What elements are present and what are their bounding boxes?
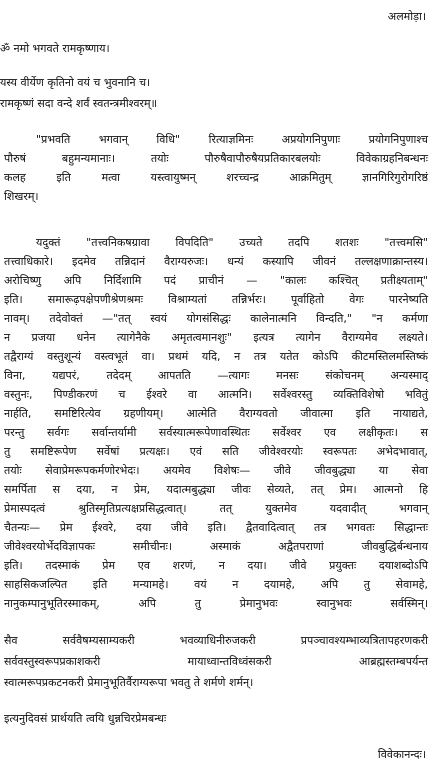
para1-line: कलह इति मत्वा यस्त्वायुष्मन् शरच्चन्द्र आक्रमितुम् ज्ञानगिरिगुरोगरिष्ठं: [4, 171, 428, 184]
para2-line: अरोचिष्णु अपि निर्दिशामि पदं प्राचीनं — "कालः कश्चित् प्रतीक्ष्यताम्": [4, 274, 428, 287]
para2-line: न प्रजया धनेन त्यागेनैके अमृतत्वमानशुः" इत्यत्र त्यागेन वैराग्यमेव लक्ष्यते।: [4, 331, 428, 344]
para2-line: प्रेमास्पदत्वं श्रुतिस्मृतिप्रत्यक्षप्रसिद्धत्वात्। तत् युक्तमेव यदवादीत् भगवान्: [4, 502, 428, 515]
para2-line: चैतन्यः— प्रेम ईश्वरे, दया जीवे इति। द्वैतवादित्वात् तत्र भगवतः सिद्धान्तः: [4, 521, 428, 534]
verse-line-1: यस्य वीर्येण कृतिनो वयं च भुवनानि च।: [0, 76, 151, 89]
para2-line: तत्त्वाधिकारे। इदमेव तन्निदानं वैराग्यरुजः। धन्यं कस्यापि जीवनं तल्लक्षणाक्रान्तस्य।: [4, 255, 428, 268]
para2-line: जीवेश्वरयोर्भेदविज्ञापकः समीचीनः। अस्माकं अद्वैतपराणां जीवबुद्धिर्बन्धनाय: [4, 540, 428, 553]
invocation: ॐ नमो भगवते रामकृष्णाय।: [0, 42, 110, 55]
para2-line: वस्तुनः, पिण्डीकरणं च ईश्वरे वा आत्मनि। सर्वेश्वरस्तु व्यक्तिविशेषो भवितुं: [4, 388, 428, 401]
para2-line: तयोः सेवाप्रेमरूपकर्मणोरभेदः। अयमेव विशेषः— जीवे जीवबुद्ध्या या सेवा: [4, 464, 428, 477]
para2-line: तु समष्टिरूपेण सर्वेषां प्रत्यक्षः। एवं सति जीवेश्वरयोः स्वरूपतः अभेदभावात्,: [4, 445, 428, 458]
para2-line: विना, यद्यपरं, तदेदम् आपतति —त्यागः मनसः संकोचनम् अन्यस्माद्: [4, 369, 428, 382]
para2-line: परन्तु सर्वगः सर्वान्तर्यामी सर्वस्यात्मरूपेणावस्थितः सर्वेश्वर एव लक्षीकृतः। स: [4, 426, 428, 439]
closing-line: इत्यनुदिवसं प्रार्थयति त्वयि धुन्नचिरप्रेमबन्धः: [4, 712, 167, 725]
para2-line: इति। समारूढ़पक्षेपणीश्रेणश्रमः विश्राम्यतां तन्निर्भरः। पूर्वाहितो वेगः पारनेष्यति: [4, 293, 428, 306]
para2-line: नावम्। तदेवोक्तं —"तत् स्वयं योगसंसिद्धः कालेनात्मनि विन्दति," "न कर्मणा: [4, 312, 428, 325]
para2-line: नार्हति, समष्टिरित्येव ग्रहणीयम्। आत्मेति वैराग्यवतो जीवात्मा इति नायाद्यते,: [4, 407, 428, 420]
para1-line: "प्रभवति भगवान् विधि" रित्याज्ञमिनः अप्रयोगनिपुणाः प्रयोगनिपुणाश्च: [36, 133, 428, 146]
para2-line: यदुक्तं "तत्त्वनिकषग्रावा विपदिति" उच्यते तदपि शतशः "तत्त्वमसि": [36, 236, 428, 249]
header-place: अलमोड़ा।: [387, 10, 426, 23]
para3-line: सैव सर्ववैषम्यसाम्यकरी भवव्याधिनीरुजकरी प्रपञ्चावश्यम्भाव्यत्रितापहरणकरी: [4, 634, 428, 647]
signature: विवेकानन्दः।: [377, 748, 426, 761]
verse-line-2: रामकृष्णं सदा वन्दे शर्वं स्वतन्त्रमीश्वरम्॥: [0, 97, 158, 110]
para1-line: पौरुषं बहुमन्यमानाः। तयोः पौरुषैवापौरुषैयप्रतिकारबलयोः विवेकाग्रहनिबन्धनः: [4, 152, 428, 165]
para2-line: नानुकम्पानुभूतिरस्माकम्, अपि तु प्रेमानुभवः स्वानुभवः सर्वस्मिन्।: [4, 597, 428, 610]
para3-line: सर्ववस्तुस्वरूपप्रकाशकरी मायाध्वान्तविध्वंसकरी आब्रह्मस्तम्बपर्यन्त: [4, 655, 428, 668]
para2-line: इति। तदस्माकं प्रेम एव शरणं, न दया। जीवे प्रयुक्तः दयाशब्दोऽपि: [4, 559, 428, 572]
para1-line: शिखरम्।: [4, 190, 39, 203]
para2-line: साहसिकजल्पित इति मन्यामहे। वयं न दयामहे, अपि तु सेवामहे,: [4, 578, 428, 591]
para2-line: तद्वैराग्यं वस्तुशून्यं वस्त्वभूतं वा। प्रथमं यदि, न तत्र यतेत कोऽपि कीटमस्तिलमस्तिष्कं: [4, 350, 428, 363]
para3-line: स्वात्मरूपप्रकटनकरी प्रेमानुभूतिर्वैराग्यरूपा भवतु ते शर्मणे शर्मन्।: [4, 676, 254, 689]
para2-line: समर्पिता स दया, न प्रेम, यदात्मबुद्ध्या जीवः सेव्यते, तत् प्रेम। आत्मनो हि: [4, 483, 428, 496]
